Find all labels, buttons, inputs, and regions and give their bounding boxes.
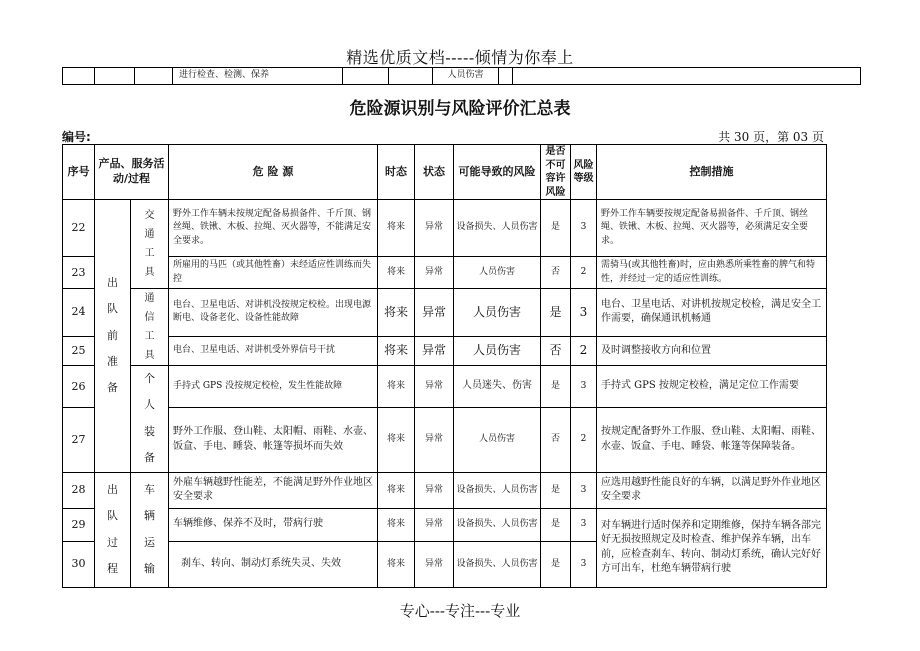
row-no: 25: [63, 336, 95, 365]
row-state: 异常: [415, 472, 454, 508]
row-state: 异常: [415, 336, 454, 365]
row-hazard: 外雇车辆越野性能差，不能满足野外作业地区安全要求: [169, 472, 378, 508]
row-risk: 人员伤害: [454, 408, 541, 472]
row-no: 28: [63, 472, 95, 508]
header-intolerable: 是否不可容许风险: [541, 145, 571, 200]
page-footer: 专心---专注---专业: [399, 602, 521, 620]
table-row: [63, 200, 827, 257]
row-hazard: 野外工作服、登山鞋、太阳帽、雨鞋、水壶、饭盒、手电、睡袋、帐篷等损坏而失效: [169, 408, 378, 472]
row-risk: 设备损失、人员伤害: [454, 472, 541, 508]
row-control: 电台、卫星电话、对讲机按规定校检，满足安全工作需要，确保通讯机畅通: [597, 289, 827, 337]
subgroup-vehicle-transport: 车辆运输: [131, 472, 169, 587]
header-state: 状态: [415, 145, 454, 200]
row-hazard: 所雇用的马匹（或其他牲畜）未经适应性训练而失控: [169, 257, 378, 289]
row-intolerable: 否: [541, 257, 571, 289]
row-no: 23: [63, 257, 95, 289]
row-intolerable: 是: [541, 200, 571, 257]
row-no: 24: [63, 289, 95, 337]
row-level: 2: [571, 408, 597, 472]
row-level: 3: [571, 508, 597, 541]
page-title: 危险源识别与风险评价汇总表: [349, 99, 571, 119]
row-control: 及时调整接收方向和位置: [597, 336, 827, 365]
row-intolerable: 否: [541, 336, 571, 365]
row-risk: 设备损失、人员伤害: [454, 541, 541, 587]
row-level: 2: [571, 336, 597, 365]
row-state: 异常: [415, 541, 454, 587]
row-state: 异常: [415, 289, 454, 337]
row-tense: 将来: [378, 200, 415, 257]
table-row: [63, 366, 827, 408]
row-no: 27: [63, 408, 95, 472]
row-state: 异常: [415, 508, 454, 541]
row-hazard: 野外工作车辆未按规定配备易损备件、千斤顶、钢丝绳、铁锹、木板、拉绳、灭火器等，不能满足安全要求。: [169, 200, 378, 257]
row-state: 异常: [415, 408, 454, 472]
row-hazard: 刹车、转向、制动灯系统失灵、失效: [169, 541, 378, 587]
row-level: 3: [571, 472, 597, 508]
header-seq: 序号: [63, 145, 95, 200]
row-no: 30: [63, 541, 95, 587]
row-level: 2: [571, 257, 597, 289]
row-risk: 人员迷失、伤害: [454, 366, 541, 408]
row-hazard: 车辆维修、保养不及时，带病行驶: [169, 508, 378, 541]
row-level: 3: [571, 541, 597, 587]
previous-page-strip: [62, 67, 861, 85]
group-in-team: 出队过程: [95, 472, 131, 587]
header-risk: 可能导致的风险: [454, 145, 541, 200]
row-control: 手持式 GPS 按规定校检，满足定位工作需要: [597, 366, 827, 408]
row-state: 异常: [415, 257, 454, 289]
row-tense: 将来: [378, 408, 415, 472]
header-tense: 时态: [378, 145, 415, 200]
table-row: [63, 289, 827, 337]
row-level: 3: [571, 366, 597, 408]
row-tense: 将来: [378, 366, 415, 408]
row-control: 需骑马(或其他牲畜)时，应由熟悉所乘牲畜的脾气和特性，并经过一定的适应性训练。: [597, 257, 827, 289]
row-risk: 人员伤害: [454, 257, 541, 289]
hazard-table: [62, 144, 827, 588]
row-no: 29: [63, 508, 95, 541]
table-header-row: [63, 145, 827, 200]
table-row: [63, 336, 827, 365]
row-control-merged: 对车辆进行适时保养和定期维修，保持车辆各部完好无损按照规定及时检查、维护保养车辆，出车前，应检查刹车、转向、制动灯系统，确认完好好方可出车，杜绝车辆带病行驶: [597, 508, 827, 587]
row-tense: 将来: [378, 336, 415, 365]
row-risk: 人员伤害: [454, 336, 541, 365]
subgroup-comm-tools: 通信工具: [131, 289, 169, 366]
row-hazard: 手持式 GPS 没按规定校检，发生性能故障: [169, 366, 378, 408]
strip-measures: 进行检查、检测、保养: [173, 68, 343, 85]
row-intolerable: 是: [541, 541, 571, 587]
row-level: 3: [571, 289, 597, 337]
row-intolerable: 是: [541, 508, 571, 541]
row-no: 22: [63, 200, 95, 257]
row-intolerable: 是: [541, 289, 571, 337]
row-no: 26: [63, 366, 95, 408]
row-tense: 将来: [378, 257, 415, 289]
row-hazard: 电台、卫星电话、对讲机没按规定校检。出现电源断电、设备老化、设备性能故障: [169, 289, 378, 337]
row-intolerable: 否: [541, 408, 571, 472]
header-hazard: 危 险 源: [169, 145, 378, 200]
row-state: 异常: [415, 366, 454, 408]
row-intolerable: 是: [541, 472, 571, 508]
document-number-label: 编号:: [62, 130, 91, 144]
row-risk: 设备损失、人员伤害: [454, 508, 541, 541]
row-hazard: 电台、卫星电话、对讲机受外界信号干扰: [169, 336, 378, 365]
row-tense: 将来: [378, 508, 415, 541]
row-tense: 将来: [378, 541, 415, 587]
row-tense: 将来: [378, 472, 415, 508]
row-level: 3: [571, 200, 597, 257]
page-info: 共 30 页，第 03 页: [718, 130, 824, 144]
row-control: 野外工作车辆要按规定配备易损备件、千斤顶、钢丝绳、铁锹、木板、拉绳、灭火器等，必须满足安全要求。: [597, 200, 827, 257]
table-row: [63, 408, 827, 472]
header-level: 风险等级: [571, 145, 597, 200]
table-row: [63, 472, 827, 508]
group-pre-departure: 出队前准备: [95, 200, 131, 473]
table-row: [63, 508, 827, 541]
header-control: 控制措施: [597, 145, 827, 200]
row-control: 应选用越野性能良好的车辆，以满足野外作业地区安全要求: [597, 472, 827, 508]
subgroup-personal-equipment: 个人装备: [131, 366, 169, 473]
row-state: 异常: [415, 200, 454, 257]
row-risk: 设备损失、人员伤害: [454, 200, 541, 257]
table-row: [63, 257, 827, 289]
row-intolerable: 是: [541, 366, 571, 408]
row-tense: 将来: [378, 289, 415, 337]
subgroup-transport-tools: 交通工具: [131, 200, 169, 289]
page-header: 精选优质文档-----倾情为你奉上: [346, 48, 574, 67]
row-risk: 人员伤害: [454, 289, 541, 337]
header-activity: 产品、服务活动/过程: [95, 145, 169, 200]
strip-risk: 人员伤害: [433, 68, 499, 85]
row-control: 按规定配备野外工作服、登山鞋、太阳帽、雨鞋、水壶、饭盒、手电、睡袋、帐篷等保障装备。: [597, 408, 827, 472]
